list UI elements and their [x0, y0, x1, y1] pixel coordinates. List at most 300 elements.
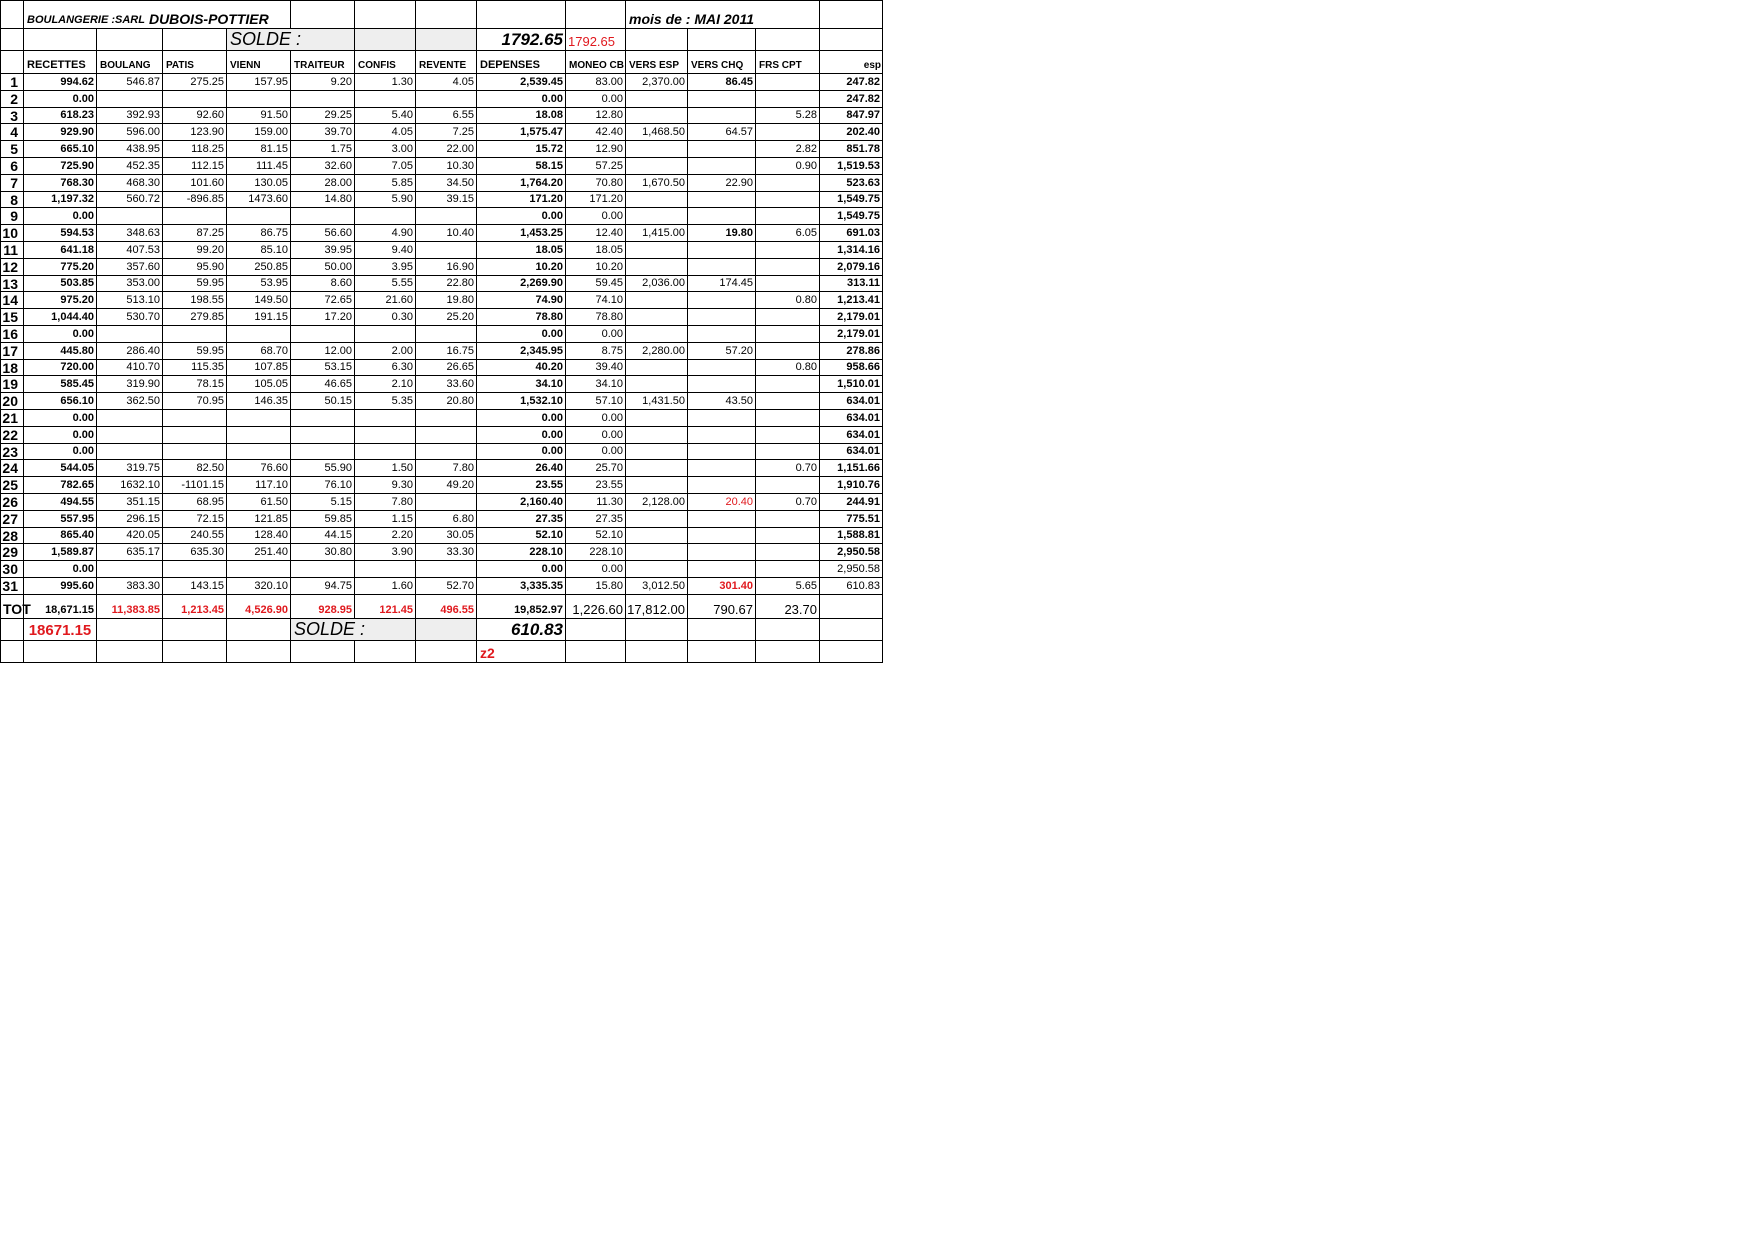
- solde-close-value: 610.83: [477, 619, 566, 641]
- table-cell: 78.80: [477, 309, 566, 326]
- table-cell: 0.00: [566, 561, 626, 578]
- table-cell: [756, 175, 820, 192]
- table-cell: 3,335.35: [477, 578, 566, 595]
- column-header-vers-esp: VERS ESP: [626, 51, 688, 74]
- table-cell: [626, 292, 688, 309]
- table-cell: 34.10: [477, 376, 566, 393]
- table-cell: 3,012.50: [626, 578, 688, 595]
- table-cell: 72.15: [163, 511, 227, 528]
- table-cell: [756, 242, 820, 259]
- column-header-moneo-cb: MONEO CB: [566, 51, 626, 74]
- table-cell: 49.20: [416, 477, 477, 494]
- table-cell: 19.80: [416, 292, 477, 309]
- table-cell: 392.93: [97, 108, 163, 124]
- table-cell: 452.35: [97, 158, 163, 175]
- table-cell: 278.86: [820, 343, 883, 360]
- table-cell: 0.00: [24, 91, 97, 108]
- table-cell: 6.05: [756, 225, 820, 242]
- table-cell: [756, 393, 820, 410]
- table-cell: 86.75: [227, 225, 291, 242]
- total-cell: 1,213.45: [163, 595, 227, 619]
- table-cell: 407.53: [97, 242, 163, 259]
- table-cell: 851.78: [820, 141, 883, 158]
- solde-blank: [626, 29, 688, 51]
- solde-blank: [416, 29, 477, 51]
- table-cell: 635.17: [97, 544, 163, 561]
- title-blank: [477, 0, 566, 29]
- table-cell: 775.51: [820, 511, 883, 528]
- table-cell: 560.72: [97, 192, 163, 208]
- table-cell: 1,453.25: [477, 225, 566, 242]
- table-cell: 112.15: [163, 158, 227, 175]
- table-cell: [227, 91, 291, 108]
- table-cell: 995.60: [24, 578, 97, 595]
- table-cell: 1473.60: [227, 192, 291, 208]
- table-cell: 2,345.95: [477, 343, 566, 360]
- total-cell: 496.55: [416, 595, 477, 619]
- table-cell: 596.00: [97, 124, 163, 141]
- table-cell: 1,468.50: [626, 124, 688, 141]
- solde-close-blank: [566, 619, 626, 641]
- column-header-patis: PATIS: [163, 51, 227, 74]
- table-cell: [97, 91, 163, 108]
- table-cell: 0.00: [477, 427, 566, 444]
- table-cell: 5.15: [291, 494, 355, 511]
- table-cell: 12.80: [566, 108, 626, 124]
- table-cell: [163, 91, 227, 108]
- table-cell: 641.18: [24, 242, 97, 259]
- table-cell: 171.20: [477, 192, 566, 208]
- row-number: 24: [0, 460, 24, 477]
- row-number: 15: [0, 309, 24, 326]
- table-cell: 610.83: [820, 578, 883, 595]
- table-cell: 1,532.10: [477, 393, 566, 410]
- table-cell: 0.00: [566, 208, 626, 225]
- row-number: 4: [0, 124, 24, 141]
- table-cell: 59.95: [163, 276, 227, 292]
- table-cell: 1,549.75: [820, 208, 883, 225]
- table-cell: 34.10: [566, 376, 626, 393]
- table-cell: 319.75: [97, 460, 163, 477]
- table-cell: [756, 326, 820, 343]
- table-cell: 39.40: [566, 360, 626, 376]
- table-cell: [756, 561, 820, 578]
- table-cell: 99.20: [163, 242, 227, 259]
- table-cell: 1.60: [355, 578, 416, 595]
- z2-marker: z2: [477, 641, 566, 663]
- table-cell: 0.00: [477, 208, 566, 225]
- z2-blank: [688, 641, 756, 663]
- table-cell: 58.15: [477, 158, 566, 175]
- row-number: 3: [0, 108, 24, 124]
- table-cell: 115.35: [163, 360, 227, 376]
- table-cell: 634.01: [820, 444, 883, 460]
- table-cell: 1,151.66: [820, 460, 883, 477]
- total-cell: 11,383.85: [97, 595, 163, 619]
- table-cell: [416, 326, 477, 343]
- table-cell: [355, 561, 416, 578]
- total-cell: 18,671.15: [24, 595, 97, 619]
- table-cell: 9.40: [355, 242, 416, 259]
- table-cell: 2.20: [355, 528, 416, 544]
- table-cell: [688, 376, 756, 393]
- table-cell: 1,670.50: [626, 175, 688, 192]
- table-cell: [756, 192, 820, 208]
- table-cell: 1,764.20: [477, 175, 566, 192]
- table-cell: [756, 259, 820, 276]
- table-cell: [756, 477, 820, 494]
- title-cell: [24, 0, 269, 29]
- table-cell: [756, 427, 820, 444]
- table-cell: [756, 376, 820, 393]
- table-cell: [355, 410, 416, 427]
- table-cell: 351.15: [97, 494, 163, 511]
- table-cell: 546.87: [97, 74, 163, 91]
- table-cell: 0.00: [24, 561, 97, 578]
- table-cell: [416, 242, 477, 259]
- table-cell: 149.50: [227, 292, 291, 309]
- table-cell: 2,370.00: [626, 74, 688, 91]
- table-cell: 2.82: [756, 141, 820, 158]
- total-cell: 23.70: [756, 595, 820, 619]
- table-cell: 64.57: [688, 124, 756, 141]
- table-cell: [756, 91, 820, 108]
- table-cell: [688, 410, 756, 427]
- table-cell: 59.85: [291, 511, 355, 528]
- table-cell: 634.01: [820, 410, 883, 427]
- table-cell: [291, 410, 355, 427]
- table-cell: 0.00: [566, 444, 626, 460]
- table-cell: 17.20: [291, 309, 355, 326]
- table-cell: 228.10: [566, 544, 626, 561]
- table-cell: 59.45: [566, 276, 626, 292]
- table-cell: [227, 444, 291, 460]
- table-cell: 5.55: [355, 276, 416, 292]
- table-cell: 1,213.41: [820, 292, 883, 309]
- table-cell: 34.50: [416, 175, 477, 192]
- table-cell: 1,197.32: [24, 192, 97, 208]
- table-cell: [291, 561, 355, 578]
- table-cell: 0.80: [756, 360, 820, 376]
- table-cell: 247.82: [820, 74, 883, 91]
- z2-blank: [24, 641, 97, 663]
- table-cell: 1,549.75: [820, 192, 883, 208]
- table-cell: 123.90: [163, 124, 227, 141]
- table-cell: 1,510.01: [820, 376, 883, 393]
- header-corner: [0, 51, 24, 74]
- column-header-esp: esp: [820, 51, 883, 74]
- table-cell: [626, 91, 688, 108]
- table-cell: 1,044.40: [24, 309, 97, 326]
- table-cell: 16.75: [416, 343, 477, 360]
- row-number: 8: [0, 192, 24, 208]
- solde-close-blank: [227, 619, 291, 641]
- table-cell: 12.90: [566, 141, 626, 158]
- table-cell: [227, 427, 291, 444]
- table-cell: 3.90: [355, 544, 416, 561]
- title-blank: [416, 0, 477, 29]
- z2-blank: [227, 641, 291, 663]
- table-cell: 2,269.90: [477, 276, 566, 292]
- table-cell: 301.40: [688, 578, 756, 595]
- table-cell: 2,280.00: [626, 343, 688, 360]
- table-cell: [626, 259, 688, 276]
- total-cell: 121.45: [355, 595, 416, 619]
- table-cell: 247.82: [820, 91, 883, 108]
- table-cell: [163, 444, 227, 460]
- table-cell: 7.80: [355, 494, 416, 511]
- table-cell: 50.00: [291, 259, 355, 276]
- table-cell: 74.10: [566, 292, 626, 309]
- table-cell: 121.85: [227, 511, 291, 528]
- row-number: 16: [0, 326, 24, 343]
- solde-close-label: SOLDE :: [291, 619, 416, 641]
- column-header-vers-chq: VERS CHQ: [688, 51, 756, 74]
- table-cell: 286.40: [97, 343, 163, 360]
- table-cell: 22.00: [416, 141, 477, 158]
- table-cell: 0.00: [24, 326, 97, 343]
- table-cell: [626, 309, 688, 326]
- table-cell: [416, 208, 477, 225]
- table-cell: 29.25: [291, 108, 355, 124]
- solde-close-blank: [163, 619, 227, 641]
- table-cell: 2,160.40: [477, 494, 566, 511]
- table-cell: 130.05: [227, 175, 291, 192]
- table-cell: 32.60: [291, 158, 355, 175]
- row-number: 11: [0, 242, 24, 259]
- table-cell: 198.55: [163, 292, 227, 309]
- table-cell: 57.10: [566, 393, 626, 410]
- title-blank: [227, 0, 291, 29]
- table-cell: 594.53: [24, 225, 97, 242]
- table-cell: 91.50: [227, 108, 291, 124]
- table-cell: 585.45: [24, 376, 97, 393]
- table-cell: 146.35: [227, 393, 291, 410]
- table-cell: 25.20: [416, 309, 477, 326]
- table-cell: 1,589.87: [24, 544, 97, 561]
- table-cell: [355, 444, 416, 460]
- table-cell: 1,314.16: [820, 242, 883, 259]
- solde-blank: [0, 29, 24, 51]
- total-cell: 790.67: [688, 595, 756, 619]
- table-cell: [416, 494, 477, 511]
- table-cell: 2,128.00: [626, 494, 688, 511]
- table-cell: [756, 544, 820, 561]
- z2-blank: [416, 641, 477, 663]
- table-cell: [97, 427, 163, 444]
- table-cell: [626, 410, 688, 427]
- table-cell: 14.80: [291, 192, 355, 208]
- table-cell: 0.00: [24, 410, 97, 427]
- table-cell: [416, 561, 477, 578]
- month-label: mois de : MAI 2011: [626, 0, 820, 29]
- table-cell: 4.05: [416, 74, 477, 91]
- table-cell: 5.65: [756, 578, 820, 595]
- z2-blank: [291, 641, 355, 663]
- table-cell: 82.50: [163, 460, 227, 477]
- table-cell: 4.05: [355, 124, 416, 141]
- table-cell: 2,179.01: [820, 309, 883, 326]
- table-cell: 76.10: [291, 477, 355, 494]
- corner-cell: [0, 0, 24, 29]
- table-cell: [355, 326, 416, 343]
- table-cell: 159.00: [227, 124, 291, 141]
- table-cell: 39.95: [291, 242, 355, 259]
- table-cell: 618.23: [24, 108, 97, 124]
- table-cell: 1.30: [355, 74, 416, 91]
- table-cell: [97, 410, 163, 427]
- table-cell: [355, 427, 416, 444]
- table-cell: 635.30: [163, 544, 227, 561]
- row-number: 31: [0, 578, 24, 595]
- row-number: 21: [0, 410, 24, 427]
- table-cell: 1,415.00: [626, 225, 688, 242]
- table-cell: 202.40: [820, 124, 883, 141]
- z2-blank: [97, 641, 163, 663]
- row-number: 20: [0, 393, 24, 410]
- table-cell: 5.35: [355, 393, 416, 410]
- table-cell: 18.08: [477, 108, 566, 124]
- table-cell: [688, 444, 756, 460]
- row-number: 14: [0, 292, 24, 309]
- table-cell: 313.11: [820, 276, 883, 292]
- table-cell: 6.55: [416, 108, 477, 124]
- table-cell: 46.65: [291, 376, 355, 393]
- table-cell: [688, 528, 756, 544]
- table-cell: 111.45: [227, 158, 291, 175]
- row-number: 9: [0, 208, 24, 225]
- table-cell: 228.10: [477, 544, 566, 561]
- table-cell: 2,950.58: [820, 561, 883, 578]
- table-cell: 10.30: [416, 158, 477, 175]
- table-cell: [291, 91, 355, 108]
- solde-close-blank: [416, 619, 477, 641]
- table-cell: 9.20: [291, 74, 355, 91]
- table-cell: 42.40: [566, 124, 626, 141]
- row-number: 6: [0, 158, 24, 175]
- table-cell: 70.95: [163, 393, 227, 410]
- table-cell: 19.80: [688, 225, 756, 242]
- table-cell: [756, 208, 820, 225]
- table-cell: 2,036.00: [626, 276, 688, 292]
- table-cell: 27.35: [477, 511, 566, 528]
- table-cell: 929.90: [24, 124, 97, 141]
- table-cell: 44.15: [291, 528, 355, 544]
- table-cell: [756, 528, 820, 544]
- table-cell: 83.00: [566, 74, 626, 91]
- row-number: 18: [0, 360, 24, 376]
- table-cell: [688, 477, 756, 494]
- table-cell: 22.80: [416, 276, 477, 292]
- table-cell: 0.30: [355, 309, 416, 326]
- z2-blank: [820, 641, 883, 663]
- table-cell: 117.10: [227, 477, 291, 494]
- table-cell: 70.80: [566, 175, 626, 192]
- table-cell: 3.00: [355, 141, 416, 158]
- column-header-traiteur: TRAITEUR: [291, 51, 355, 74]
- table-cell: [97, 444, 163, 460]
- table-cell: 634.01: [820, 427, 883, 444]
- table-cell: 0.00: [566, 410, 626, 427]
- table-cell: 57.20: [688, 343, 756, 360]
- table-cell: 16.90: [416, 259, 477, 276]
- row-number: 12: [0, 259, 24, 276]
- table-cell: [163, 208, 227, 225]
- table-cell: 1.15: [355, 511, 416, 528]
- table-cell: 847.97: [820, 108, 883, 124]
- table-cell: 128.40: [227, 528, 291, 544]
- table-cell: 30.80: [291, 544, 355, 561]
- table-cell: [291, 444, 355, 460]
- row-number: 28: [0, 528, 24, 544]
- table-cell: 118.25: [163, 141, 227, 158]
- table-cell: 420.05: [97, 528, 163, 544]
- table-cell: 2,079.16: [820, 259, 883, 276]
- table-cell: 53.95: [227, 276, 291, 292]
- table-cell: 319.90: [97, 376, 163, 393]
- table-cell: 1.75: [291, 141, 355, 158]
- table-cell: 53.15: [291, 360, 355, 376]
- table-cell: 7.05: [355, 158, 416, 175]
- table-cell: 251.40: [227, 544, 291, 561]
- table-cell: 250.85: [227, 259, 291, 276]
- table-cell: 78.15: [163, 376, 227, 393]
- table-cell: 101.60: [163, 175, 227, 192]
- column-header-frs-cpt: FRS CPT: [756, 51, 820, 74]
- row-number: 7: [0, 175, 24, 192]
- table-cell: 1,575.47: [477, 124, 566, 141]
- table-cell: 2,950.58: [820, 544, 883, 561]
- table-cell: 3.95: [355, 259, 416, 276]
- table-cell: 174.45: [688, 276, 756, 292]
- table-cell: 1,588.81: [820, 528, 883, 544]
- total-cell: 928.95: [291, 595, 355, 619]
- table-cell: 56.60: [291, 225, 355, 242]
- table-cell: [688, 460, 756, 477]
- table-cell: [416, 410, 477, 427]
- table-cell: [688, 561, 756, 578]
- table-cell: 523.63: [820, 175, 883, 192]
- table-cell: [688, 309, 756, 326]
- table-cell: 21.60: [355, 292, 416, 309]
- table-cell: 279.85: [163, 309, 227, 326]
- table-cell: 0.90: [756, 158, 820, 175]
- table-cell: 0.00: [477, 561, 566, 578]
- table-cell: [97, 326, 163, 343]
- table-cell: 30.05: [416, 528, 477, 544]
- table-cell: [626, 561, 688, 578]
- table-cell: [291, 427, 355, 444]
- table-cell: 9.30: [355, 477, 416, 494]
- table-cell: 22.90: [688, 175, 756, 192]
- table-cell: [416, 91, 477, 108]
- table-cell: [163, 326, 227, 343]
- table-cell: 10.40: [416, 225, 477, 242]
- table-cell: 782.65: [24, 477, 97, 494]
- z2-blank: [355, 641, 416, 663]
- table-cell: 320.10: [227, 578, 291, 595]
- row-number: 22: [0, 427, 24, 444]
- table-cell: 5.90: [355, 192, 416, 208]
- table-cell: 0.70: [756, 460, 820, 477]
- row-number: 2: [0, 91, 24, 108]
- table-cell: [626, 444, 688, 460]
- table-cell: 513.10: [97, 292, 163, 309]
- total-cell: [820, 595, 883, 619]
- table-cell: 52.10: [477, 528, 566, 544]
- table-cell: 157.95: [227, 74, 291, 91]
- table-cell: 0.00: [477, 410, 566, 427]
